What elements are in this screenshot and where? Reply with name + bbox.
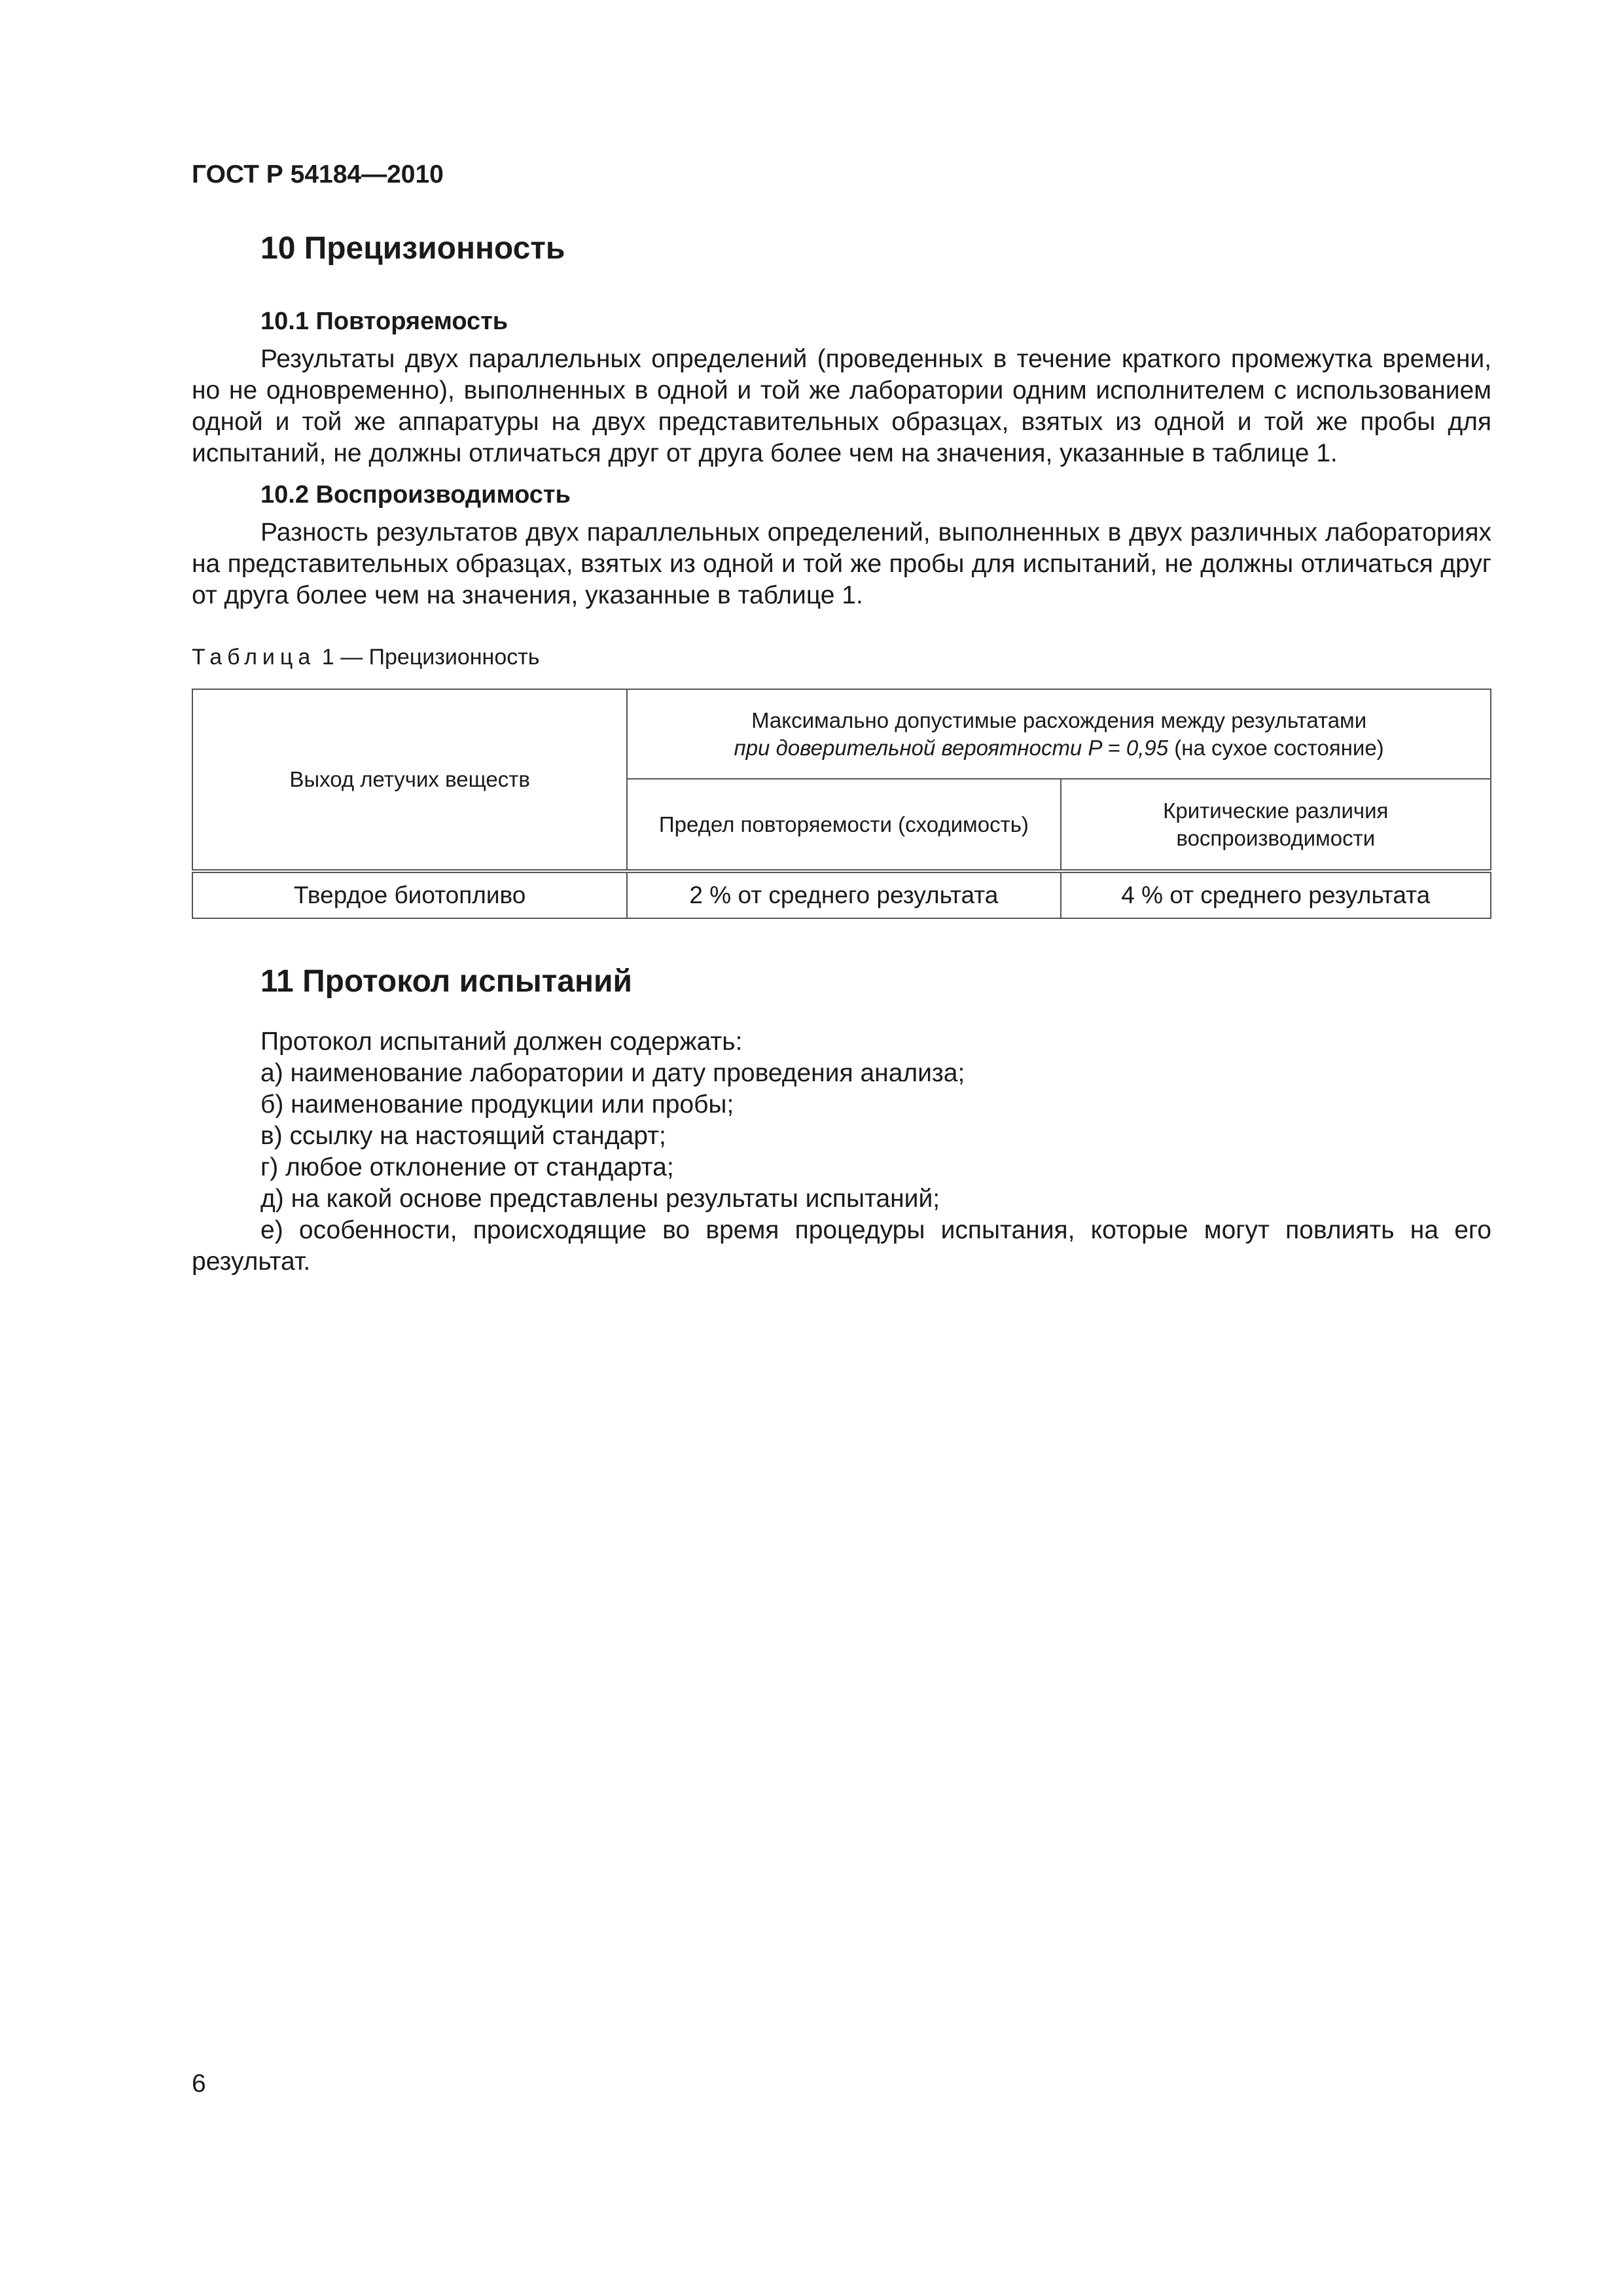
section-10-2-text: Разность результатов двух параллельных определений, выполненных в двух различных лабораториях на представительных образцах, взятых из одной и той же пробы для испытаний, не должны отличаться друг от друга более чем на значения, указанные в таблице 1. xyxy=(192,518,1491,609)
document-id: ГОСТ Р 54184—2010 xyxy=(192,160,444,188)
section-10-1-text: Результаты двух параллельных определений (проведенных в течение краткого промежутка времени, но не одновременно), выполненных в одной и той же лаборатории одним исполнителем с использованием одной и той же аппаратуры на двух представительных образцах, взятых из одной и той же пробы для испытаний, не должны отличаться друг от друга более чем на значения, указанные в таблице 1. xyxy=(192,345,1491,467)
header-reproducibility xyxy=(1061,779,1491,871)
page-number: 6 xyxy=(192,2070,206,2098)
header-group-line1: Максимально допустимые расхождения между результатами xyxy=(751,708,1367,732)
precision-table xyxy=(192,689,1491,919)
list-item: е) особенности, происходящие во время процедуры испытания, которые могут повлиять на его результат. xyxy=(192,1216,1491,1276)
header-group xyxy=(627,689,1491,779)
protocol-intro: Протокол испытаний должен содержать: xyxy=(260,1028,743,1056)
protocol-list xyxy=(192,1026,1491,1278)
cell-reproducibility: 4 % от среднего результата xyxy=(1061,871,1491,918)
header-repeatability: Предел повторяемости (сходимость) xyxy=(627,779,1060,871)
section-10-1-title: 10.1 Повторяемость xyxy=(260,308,508,335)
header-group-tail: (на сухое состояние) xyxy=(1168,735,1384,760)
table-header-row xyxy=(192,689,1491,779)
list-item: г) любое отклонение от стандарта; xyxy=(260,1153,674,1181)
table-caption xyxy=(192,645,540,670)
list-item: д) на какой основе представлены результаты испытаний; xyxy=(260,1185,940,1213)
header-volatile-matter: Выход летучих веществ xyxy=(192,689,627,871)
list-item: б) наименование продукции или пробы; xyxy=(260,1090,734,1119)
list-item: а) наименование лаборатории и дату проведения анализа; xyxy=(260,1059,965,1087)
header-reproducibility-line1: Критические различия xyxy=(1163,798,1389,823)
cell-repeatability: 2 % от среднего результата xyxy=(627,871,1060,918)
section-10-2-title: 10.2 Воспроизводимость xyxy=(260,481,571,509)
table-caption-title: 1 — Прецизионность xyxy=(315,645,540,670)
header-group-italic: при доверительной вероятности P = 0,95 xyxy=(734,735,1169,760)
section-10-title: 10 Прецизионность xyxy=(260,231,565,266)
list-item: в) ссылку на настоящий стандарт; xyxy=(260,1122,666,1150)
cell-name: Твердое биотопливо xyxy=(192,871,627,918)
table-row xyxy=(192,871,1491,918)
section-11-title: 11 Протокол испытаний xyxy=(260,964,632,999)
header-reproducibility-line2: воспроизводимости xyxy=(1176,825,1376,850)
header-group-line2 xyxy=(634,734,1484,762)
table-caption-prefix: Таблица xyxy=(192,645,316,670)
